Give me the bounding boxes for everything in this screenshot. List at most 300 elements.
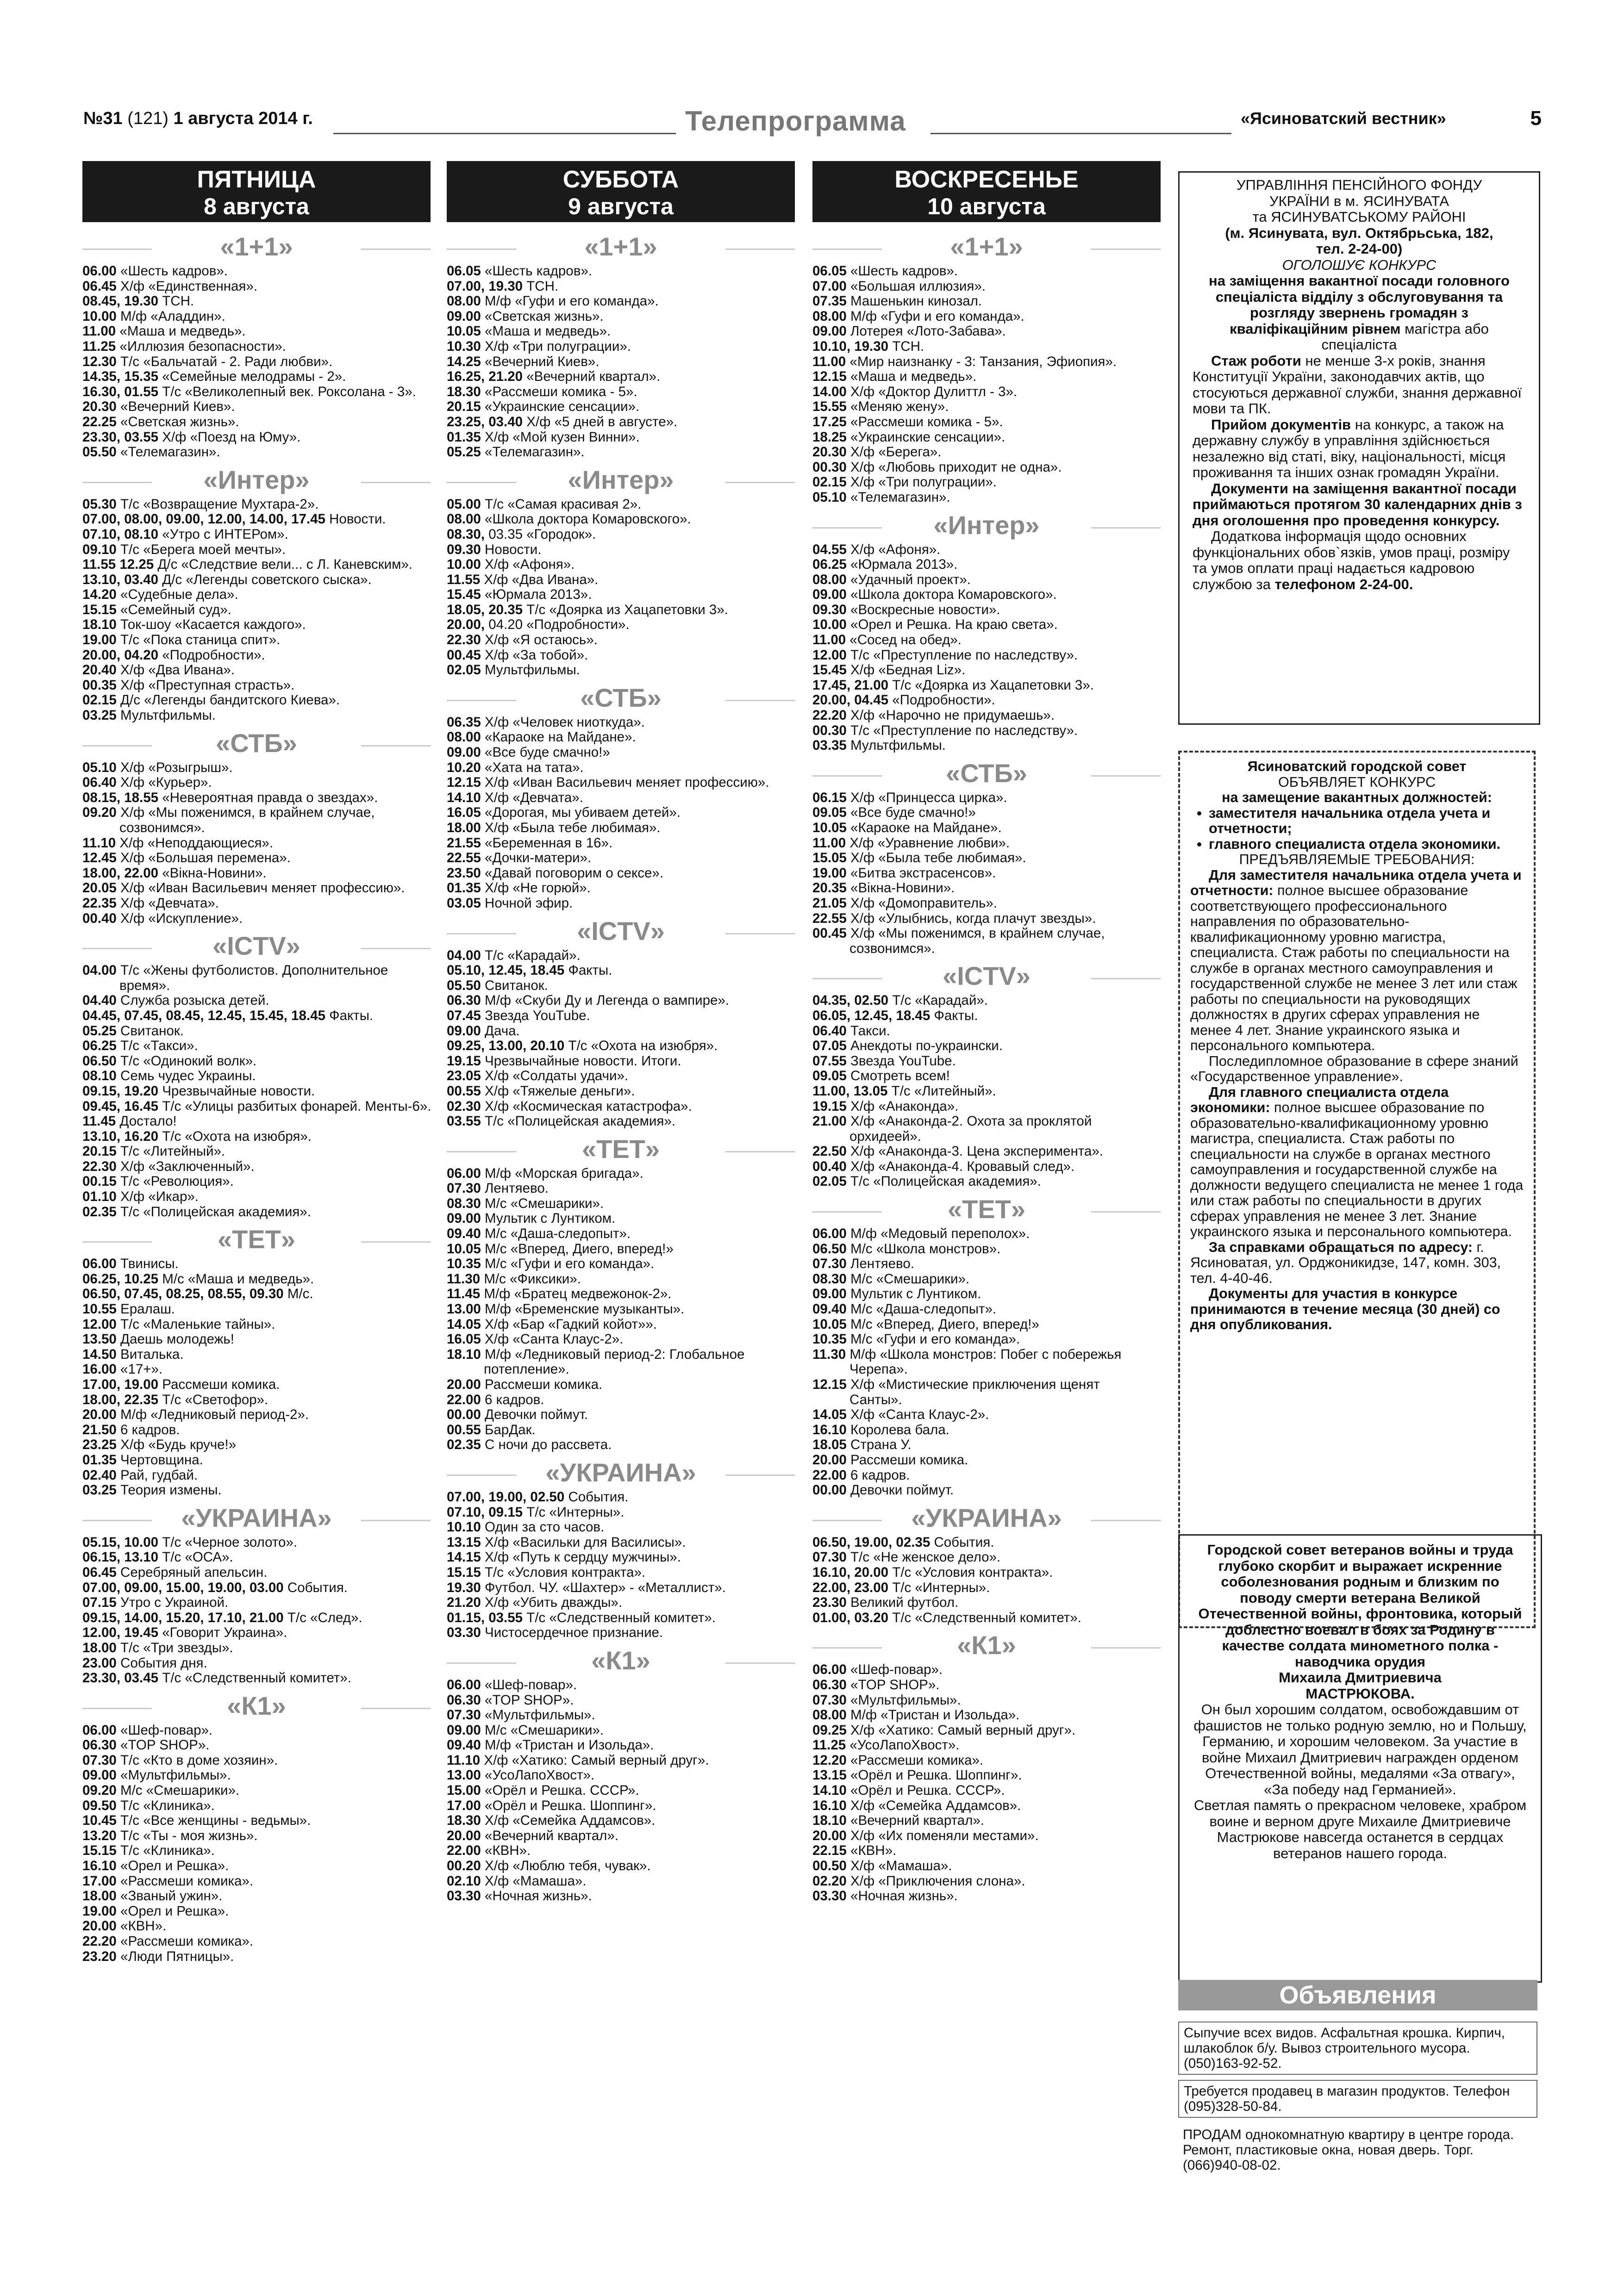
program-title: Рассмеши комика.	[485, 1377, 603, 1392]
program-item	[812, 294, 1161, 309]
program-title: Х/ф «Мамаша».	[485, 1873, 587, 1889]
program-time: 08.30	[812, 1271, 847, 1287]
program-item	[447, 1272, 795, 1287]
program-title: Х/ф «Тяжелые деньги».	[485, 1083, 635, 1099]
program-item	[812, 557, 1161, 572]
program-item	[812, 896, 1161, 911]
program-item	[812, 693, 1161, 708]
program-title: Т/с «Кто в доме хозяин».	[120, 1752, 278, 1768]
program-title: Т/с «Маленькие тайны».	[120, 1316, 275, 1332]
program-time: 06.05, 12.45, 18.45	[812, 1008, 931, 1023]
program-item	[82, 1144, 431, 1159]
program-title: «Вікна-Новини».	[850, 880, 955, 896]
day-name: ПЯТНИЦА	[197, 166, 316, 193]
day-name: ВОСКРЕСЕНЬЕ	[894, 166, 1079, 193]
city-council-announcement	[1178, 751, 1536, 1628]
program-title: Х/ф «Была тебе любимая».	[485, 820, 661, 835]
program-title: ТСН.	[162, 293, 194, 309]
program-item	[447, 648, 795, 663]
program-title: «Телемагазин».	[120, 444, 220, 460]
program-item	[82, 572, 431, 588]
program-item	[82, 1565, 431, 1580]
program-item	[447, 309, 795, 324]
program-time: 13.10, 03.40	[82, 572, 159, 587]
program-title: «17+».	[120, 1362, 163, 1377]
program-title: Мультик с Лунтиком.	[485, 1211, 616, 1226]
program-title: М/ф «Гуфи и его команда».	[485, 293, 659, 309]
program-time: 17.00	[447, 1798, 481, 1813]
program-item	[82, 1205, 431, 1220]
program-time: 11.25	[812, 1737, 846, 1753]
program-item	[82, 1843, 431, 1859]
program-time: 18.25	[812, 429, 847, 445]
program-item	[812, 1039, 1161, 1054]
program-item	[447, 1580, 795, 1596]
program-time: 05.00	[447, 496, 481, 512]
program-item	[447, 978, 795, 994]
program-item	[82, 1302, 431, 1317]
program-time: 04.00	[82, 963, 117, 978]
program-time: 00.15	[82, 1174, 117, 1189]
program-time: 20.00	[447, 1377, 481, 1392]
program-time: 08.00	[447, 729, 481, 745]
program-item	[812, 1437, 1161, 1453]
program-item	[447, 1393, 795, 1408]
program-time: 20.15	[447, 399, 481, 415]
program-time: 19.00	[812, 865, 847, 881]
program-title: «Вечерний квартал».	[485, 1828, 618, 1843]
program-time: 11.00, 13.05	[812, 1083, 888, 1099]
program-title: «Семейные мелодрамы - 2».	[162, 369, 346, 385]
pension-deadline: Документи на заміщення вакантної посади приймаються протягом 30 календарних днів з дня оголошення про проведення конкурсу.	[1193, 480, 1522, 529]
program-item	[812, 1874, 1161, 1889]
program-item	[447, 1099, 795, 1114]
program-title: Х/ф «Единственная».	[120, 278, 258, 294]
program-title: Х/ф «Поезд на Юму».	[162, 429, 301, 445]
channel-title: «ICTV»	[82, 932, 431, 960]
program-time: 07.45	[447, 1008, 481, 1023]
program-time: 07.00, 09.00, 15.00, 19.00, 03.00	[82, 1580, 284, 1595]
program-time: 03.05	[447, 895, 481, 911]
program-item	[82, 911, 431, 927]
program-title: Факты.	[934, 1008, 978, 1023]
program-title: «УсоЛапоХвост».	[849, 1737, 960, 1753]
program-title: М/с «Даша-следопыт».	[850, 1301, 997, 1317]
program-time: 09.25	[812, 1722, 847, 1738]
program-time: 10.35	[812, 1332, 847, 1347]
program-item	[812, 1768, 1161, 1783]
program-time: 11.55	[447, 572, 481, 587]
program-item	[447, 866, 795, 881]
program-item	[82, 1611, 431, 1626]
program-title: Х/ф «Приключения слона».	[850, 1873, 1025, 1889]
program-time: 21.05	[812, 895, 847, 911]
program-time: 06.30	[812, 1677, 847, 1692]
program-time: 06.00	[447, 1165, 481, 1181]
pension-line: УКРАЇНИ в м. ЯСИНУВАТА	[1269, 193, 1449, 209]
program-title: Х/ф «Будь круче!»	[120, 1437, 237, 1453]
program-item	[447, 1723, 795, 1738]
program-time: 06.45	[82, 1564, 117, 1580]
program-time: 20.35	[812, 880, 847, 896]
program-title: События.	[568, 1489, 629, 1505]
header-rule-left	[333, 133, 676, 134]
program-title: Х/ф «Бар «Гадкий койот»».	[485, 1316, 657, 1332]
program-title: «Утро с ИНТЕРом».	[162, 526, 288, 542]
program-item	[812, 1332, 1161, 1347]
program-title: Т/с «Все женщины - ведьмы».	[120, 1813, 311, 1829]
program-item	[447, 1625, 795, 1641]
program-title: Х/ф «Была тебе любимая».	[850, 850, 1026, 866]
program-time: 01.10	[82, 1189, 117, 1205]
program-item	[447, 1829, 795, 1844]
program-item	[447, 663, 795, 678]
program-item	[82, 896, 431, 911]
program-item	[447, 1693, 795, 1708]
program-item	[447, 760, 795, 776]
program-title: Т/с «Не женское дело».	[850, 1549, 1001, 1565]
program-title: Т/с «ОСА».	[162, 1549, 233, 1565]
program-title: «Орёл и Решка. СССР».	[485, 1783, 639, 1798]
program-time: 09.10	[82, 541, 117, 557]
program-title: Х/ф «Убить дважды».	[485, 1595, 623, 1611]
program-item-cont: Черепа».	[849, 1362, 908, 1377]
program-item	[82, 369, 431, 385]
program-time: 06.25	[812, 557, 847, 572]
program-time: 14.10	[447, 790, 481, 805]
program-time: 11.00	[812, 835, 846, 851]
program-item	[447, 1611, 795, 1626]
program-time: 03.25	[82, 1482, 117, 1498]
program-time: 14.10	[812, 1783, 847, 1798]
program-time: 06.50	[812, 1241, 847, 1257]
obituary-name: Михаила Дмитриевича	[1279, 1669, 1442, 1686]
program-time: 09.40	[812, 1301, 847, 1317]
program-title: Х/ф «Заключенный».	[120, 1158, 255, 1174]
program-title: «Рассмеши комика».	[120, 1934, 254, 1949]
program-item	[82, 1423, 431, 1438]
program-time: 17.45, 21.00	[812, 677, 889, 693]
program-item	[812, 723, 1161, 739]
program-title: Х/ф «Улыбнись, когда плачут звезды».	[850, 910, 1096, 926]
program-time: 22.00, 23.00	[812, 1580, 889, 1595]
program-item	[447, 1550, 795, 1565]
program-title: Служба розыска детей.	[120, 993, 269, 1008]
program-item	[82, 1377, 431, 1393]
program-title: Т/с «Клиника».	[120, 1843, 215, 1859]
program-item	[447, 790, 795, 806]
program-item	[82, 1798, 431, 1814]
program-time: 11.55 12.25	[82, 557, 154, 572]
program-time: 08.00	[447, 511, 481, 527]
program-time: 06.40	[812, 1023, 847, 1039]
program-title: Х/ф «Икар».	[120, 1189, 199, 1205]
program-item	[447, 1287, 795, 1302]
program-title: Машенькин кинозал.	[850, 293, 982, 309]
program-item	[812, 1565, 1161, 1580]
program-item	[447, 1708, 795, 1723]
program-item	[447, 264, 795, 279]
program-item	[447, 1317, 795, 1332]
program-item	[447, 1377, 795, 1393]
program-item	[812, 851, 1161, 866]
program-item	[812, 1242, 1161, 1257]
program-item	[812, 324, 1161, 339]
program-item	[812, 1174, 1161, 1189]
program-item	[82, 339, 431, 355]
program-time: 12.00, 19.45	[82, 1625, 159, 1641]
program-item	[447, 1039, 795, 1054]
program-title: Т/с «Литейный».	[120, 1144, 225, 1159]
program-title: Х/ф «Человек ниоткуда».	[485, 714, 645, 730]
program-time: 00.20	[447, 1858, 481, 1874]
program-title: Х/ф «Домоправитель».	[850, 895, 997, 911]
program-time: 22.20	[82, 1934, 117, 1949]
program-item	[82, 1347, 431, 1363]
program-item	[82, 1069, 431, 1084]
program-item	[82, 633, 431, 648]
program-title: Т/с «Интерны».	[526, 1504, 625, 1520]
program-time: 22.00	[812, 1467, 847, 1483]
program-title: «Орел и Решка».	[120, 1903, 229, 1919]
program-item	[812, 279, 1161, 294]
program-title: Х/ф «Хатико: Самый верный друг».	[850, 1722, 1076, 1738]
program-time: 07.30	[82, 1752, 117, 1768]
program-time: 20.00	[82, 1918, 117, 1934]
program-item	[447, 1490, 795, 1505]
program-title: Х/ф «Путь к сердцу мужчины».	[485, 1549, 681, 1565]
program-time: 06.30	[447, 1692, 481, 1708]
council-line: на замещение вакантных должностей:	[1222, 790, 1492, 805]
program-item	[812, 1753, 1161, 1768]
program-item	[447, 896, 795, 911]
program-time: 22.55	[447, 850, 481, 866]
program-title: Х/ф «Санта Клаус-2».	[485, 1332, 624, 1347]
program-item	[82, 693, 431, 708]
program-time: 08.30,	[447, 526, 485, 542]
channel-title: «УКРАИНА»	[82, 1504, 431, 1532]
program-item	[82, 1008, 431, 1024]
program-item	[447, 745, 795, 760]
channel-title: «1+1»	[447, 232, 795, 261]
program-time: 00.00	[447, 1407, 481, 1423]
program-title: Т/с «Возвращение Мухтара-2».	[120, 496, 319, 512]
program-item	[82, 430, 431, 445]
program-item	[812, 1317, 1161, 1332]
program-item	[812, 911, 1161, 927]
program-time: 16.05	[447, 805, 481, 821]
program-title: «Семейный суд».	[120, 602, 231, 617]
program-time: 02.35	[82, 1204, 117, 1220]
ad-item: ПРОДАМ однокомнатную квартиру в центре города. Ремонт, пластиковые окна, новая дверь. Торг. (066)940-08-02.	[1183, 2127, 1514, 2173]
program-item	[82, 497, 431, 512]
day-name: СУББОТА	[562, 166, 679, 193]
channel-title: «Интер»	[447, 466, 795, 494]
program-title: «Званый ужин».	[120, 1888, 223, 1904]
program-item	[447, 1859, 795, 1874]
program-time: 23.25, 03.40	[447, 414, 523, 429]
day-header	[447, 161, 795, 222]
program-time: 20.05	[82, 880, 117, 896]
program-title: «Дорогая, мы убиваем детей».	[485, 805, 681, 821]
program-title: Т/с «Клиника».	[120, 1798, 215, 1813]
program-item	[812, 1550, 1161, 1565]
program-title: «Украинские сенсации».	[850, 429, 1006, 445]
day-date: 9 августа	[568, 193, 674, 219]
day-column-saturday	[447, 161, 795, 1904]
program-item	[447, 1565, 795, 1580]
program-item	[812, 678, 1161, 693]
program-item	[447, 948, 795, 964]
program-title: «Шеф-повар».	[485, 1677, 577, 1692]
program-time: 17.25	[812, 414, 847, 429]
program-item	[82, 1054, 431, 1069]
program-time: 20.30	[82, 399, 117, 415]
program-title: «Орел и Решка».	[120, 1858, 229, 1874]
channel-title: «УКРАИНА»	[812, 1504, 1161, 1532]
program-title: Звезда YouTube.	[850, 1053, 956, 1069]
program-title: Факты.	[568, 963, 612, 978]
program-time: 06.15	[812, 790, 847, 805]
pension-line: та ЯСИНУВАТСЬКОМУ РАЙОНІ	[1252, 209, 1466, 225]
council-deadline: Документы для участия в конкурсе принимаются в течение месяца (30 дней) со дня опубликования.	[1190, 1286, 1500, 1332]
program-time: 18.00, 22.35	[82, 1392, 159, 1407]
program-time: 22.20	[812, 708, 847, 723]
program-title: Ночной эфир.	[485, 895, 573, 911]
program-title: События.	[287, 1580, 348, 1595]
channel-title: «К1»	[82, 1692, 431, 1720]
program-title: Достало!	[119, 1114, 177, 1129]
program-time: 09.00	[812, 324, 847, 339]
program-item	[82, 836, 431, 851]
program-title: Т/с «Революция».	[120, 1174, 234, 1189]
program-time: 09.50	[82, 1798, 117, 1813]
program-time: 16.05	[447, 1332, 481, 1347]
program-time: 09.00	[447, 1722, 481, 1738]
program-title: «Воскресные новости».	[850, 602, 1000, 617]
obituary	[1178, 1534, 1542, 1983]
obituary-surname: МАСТРЮКОВА.	[1305, 1685, 1415, 1702]
program-item	[82, 1813, 431, 1829]
program-item	[812, 339, 1161, 355]
program-title: «Ночная жизнь».	[485, 1888, 592, 1904]
program-title: Мультик с Лунтиком.	[850, 1286, 981, 1302]
program-title: Х/ф «Васильки для Василисы».	[485, 1534, 686, 1550]
program-item	[447, 1257, 795, 1272]
program-item	[82, 1437, 431, 1453]
obituary-memory: Светлая память о прекрасном человеке, храбром воине и верном друге Михаиле Дмитриевиче Мастрюкове навсегда останется в сердцах ветеранов нашего города.	[1193, 1797, 1527, 1861]
program-item	[447, 963, 795, 978]
program-item	[82, 1580, 431, 1596]
program-time: 10.45	[82, 1813, 117, 1829]
program-title: Х/ф «Хатико: Самый верный друг».	[484, 1752, 709, 1768]
program-title: Чрезвычайные новости. Итоги.	[485, 1053, 681, 1069]
program-time: 05.15, 10.00	[82, 1534, 159, 1550]
program-title: Х/ф «Мой кузен Винни».	[485, 429, 640, 445]
program-item	[82, 1829, 431, 1844]
program-title: Х/ф «Два Ивана».	[484, 572, 599, 587]
program-time: 19.15	[812, 1098, 847, 1114]
program-item	[82, 1039, 431, 1054]
program-title: Т/с «Три звезды».	[120, 1640, 233, 1655]
program-title: «Люди Пятницы».	[120, 1948, 234, 1964]
program-time: 19.30	[447, 1580, 481, 1595]
program-item	[812, 1889, 1161, 1904]
program-item	[82, 648, 431, 663]
program-title: «Телемагазин».	[485, 444, 585, 460]
program-time: 07.30	[812, 1256, 847, 1272]
program-item	[812, 1662, 1161, 1678]
day-date: 10 августа	[927, 193, 1046, 219]
program-title: Х/ф «Три полуграции».	[850, 474, 997, 490]
program-item	[812, 1287, 1161, 1302]
program-item	[447, 1166, 795, 1182]
program-item	[447, 1738, 795, 1753]
program-time: 11.30	[812, 1346, 846, 1362]
program-item	[812, 1859, 1161, 1874]
program-time: 09.15, 19.20	[82, 1083, 159, 1099]
program-item	[447, 730, 795, 745]
program-title: Один за сто часов.	[485, 1519, 605, 1535]
program-item	[447, 1181, 795, 1196]
program-title: «Давай поговорим о сексе».	[485, 865, 664, 881]
program-time: 05.25	[82, 1023, 117, 1039]
program-title: Т/с «Условия контракта».	[892, 1564, 1053, 1580]
program-title: «Маша и медведь».	[850, 369, 977, 385]
program-item	[812, 1024, 1161, 1039]
program-title: Т/с «След».	[287, 1610, 362, 1625]
program-title: М/ф «Морская бригада».	[485, 1165, 643, 1181]
program-item	[82, 1656, 431, 1671]
program-item	[82, 1738, 431, 1753]
program-time: 14.50	[82, 1346, 117, 1362]
program-time: 12.15	[447, 775, 481, 790]
program-item	[812, 821, 1161, 836]
program-item	[812, 1723, 1161, 1738]
program-item	[82, 415, 431, 430]
program-time: 06.45	[82, 278, 117, 294]
program-title: Т/с «Доярка из Хацапетовки 3».	[892, 677, 1094, 693]
program-title: М/с «Школа монстров».	[850, 1241, 1001, 1257]
program-item	[447, 1332, 795, 1347]
program-time: 16.30, 01.55	[82, 384, 159, 399]
program-item	[447, 1423, 795, 1438]
program-time: 20.30	[812, 444, 847, 460]
program-item	[812, 1377, 1161, 1393]
program-time: 12.15	[812, 369, 847, 385]
program-item	[812, 708, 1161, 723]
program-item-cont: время».	[119, 977, 170, 993]
program-title: Ток-шоу «Касается каждого».	[120, 617, 306, 633]
program-time: 05.10	[812, 489, 847, 505]
program-time: 00.35	[82, 677, 117, 693]
program-time: 07.00	[812, 278, 847, 294]
program-title: М/ф «Гуфи и его команда».	[850, 308, 1024, 324]
channel-title: «СТБ»	[447, 684, 795, 712]
program-title: «Школа доктора Комаровского».	[850, 587, 1057, 603]
program-title: Т/с «Такси».	[120, 1038, 198, 1054]
program-item	[812, 1483, 1161, 1498]
program-title: М/с.	[287, 1286, 313, 1302]
program-item	[447, 1595, 795, 1611]
program-title: Х/ф «Берега».	[850, 444, 942, 460]
ads-heading: Объявления	[1178, 1980, 1537, 2010]
program-item	[82, 512, 431, 527]
program-time: 07.05	[812, 1038, 847, 1054]
program-time: 01.35	[447, 429, 481, 445]
program-title: Футбол. ЧУ. «Шахтер» - «Металлист».	[485, 1580, 726, 1595]
program-title: Т/с «Условия контракта».	[485, 1564, 646, 1580]
